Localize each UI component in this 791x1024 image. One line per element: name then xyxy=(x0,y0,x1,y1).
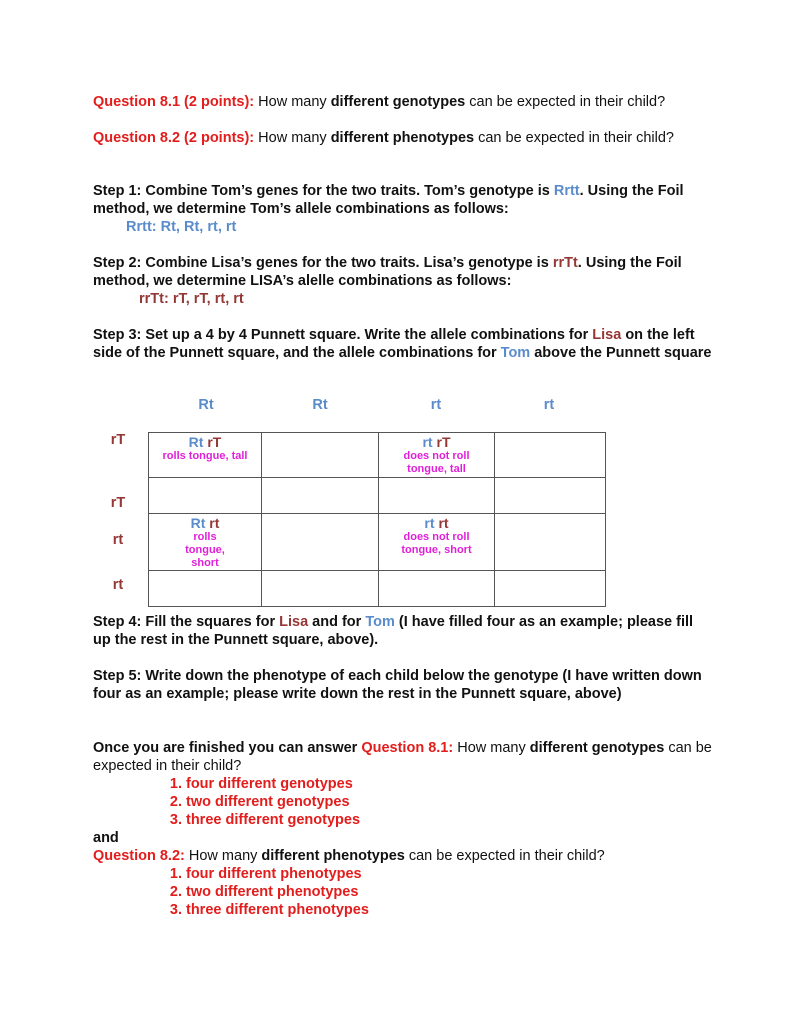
text: different genotypes xyxy=(330,94,466,110)
punnett-cell[interactable] xyxy=(262,433,379,478)
punnett-cell[interactable] xyxy=(495,514,606,571)
text: on the left side of the Punnett square, and the allele combinations for xyxy=(93,327,695,361)
text: Step 4: Fill the squares for xyxy=(93,614,280,630)
text: can be expected in their child? xyxy=(465,94,666,110)
step-1 xyxy=(93,182,713,236)
text: rt xyxy=(209,515,220,531)
text: can be expected in their child? xyxy=(474,130,674,146)
text: (I have filled four as an example; please fill up the rest in the Punnett square, above). xyxy=(93,614,694,648)
phenotype: does not roll tongue, tall xyxy=(403,450,470,475)
text: rt xyxy=(424,515,435,531)
row-header: rT xyxy=(110,432,126,448)
punnett-cell[interactable] xyxy=(262,571,379,607)
text: Tom xyxy=(500,345,531,361)
punnett-cell[interactable] xyxy=(495,433,606,478)
question-label: Question 8.1 (2 points): xyxy=(93,94,255,110)
punnett-cell[interactable] xyxy=(379,478,495,514)
col-header: rt xyxy=(430,397,442,413)
text: Question 8.1: xyxy=(361,740,454,756)
punnett-cell[interactable] xyxy=(379,514,495,571)
option[interactable]: 2. two different genotypes xyxy=(186,793,713,811)
text: rT xyxy=(207,434,222,450)
option[interactable]: 3. three different phenotypes xyxy=(186,901,713,919)
option[interactable]: 1. four different phenotypes xyxy=(186,865,713,883)
tom-combos: Rrtt: Rt, Rt, rt, rt xyxy=(126,219,237,235)
step-2 xyxy=(93,254,713,308)
lisa-combos: rrTt: rT, rT, rt, rt xyxy=(139,291,244,307)
step-5: Step 5: Write down the phenotype of each child below the genotype (I have written down four as an example; please write down the rest in the Punnett square, above) xyxy=(93,668,702,702)
row-header: rt xyxy=(112,532,124,548)
text: rt xyxy=(438,515,449,531)
phenotype: rolls tongue, tall xyxy=(162,450,248,462)
phenotype: rolls tongue, short xyxy=(185,531,225,569)
text: Step 3: Set up a 4 by 4 Punnett square. Write the allele combinations for xyxy=(93,327,593,343)
row-header: rT xyxy=(110,495,126,511)
option[interactable]: 2. two different phenotypes xyxy=(186,883,713,901)
question-label: Question 8.2 (2 points): xyxy=(93,130,255,146)
col-header: Rt xyxy=(198,397,214,413)
text: Rt xyxy=(188,434,204,450)
text: can be expected in their child? xyxy=(404,848,605,864)
text: different genotypes xyxy=(529,740,665,756)
text: and xyxy=(93,830,119,846)
punnett-cell[interactable] xyxy=(149,478,262,514)
text: How many xyxy=(184,848,262,864)
punnett-square xyxy=(148,432,606,607)
col-header: rt xyxy=(543,397,555,413)
text: rt xyxy=(422,434,433,450)
text: Step 1: Combine Tom’s genes for the two traits. Tom’s genotype is xyxy=(93,183,554,199)
text: different phenotypes xyxy=(261,848,405,864)
punnett-cell[interactable] xyxy=(379,433,495,478)
punnett-cell[interactable] xyxy=(495,571,606,607)
text: Lisa xyxy=(592,327,622,343)
punnett-cell[interactable] xyxy=(262,478,379,514)
phenotype-options xyxy=(93,865,713,919)
text: Rt xyxy=(190,515,206,531)
punnett-cell[interactable] xyxy=(149,514,262,571)
tom-genotype: Rrtt xyxy=(553,183,580,199)
punnett-cell[interactable] xyxy=(379,571,495,607)
phenotype: does not roll tongue, short xyxy=(401,531,472,556)
step-3 xyxy=(93,326,713,362)
text: . Using the Foil method, we determine LISA’s alelle combinations as follows: xyxy=(93,255,682,289)
text: rT xyxy=(436,434,451,450)
col-header: Rt xyxy=(312,397,328,413)
final-question xyxy=(93,847,713,865)
punnett-cell[interactable] xyxy=(149,433,262,478)
text: . Using the Foil method, we determine Tom’s allele combinations as follows: xyxy=(93,183,684,217)
once-finished xyxy=(93,739,713,919)
text: and for xyxy=(308,614,366,630)
question-8-2 xyxy=(93,129,713,147)
option[interactable]: 3. three different genotypes xyxy=(186,811,713,829)
text: How many xyxy=(254,94,331,110)
punnett-cell[interactable] xyxy=(495,478,606,514)
question-8-1 xyxy=(93,93,713,111)
text: different phenotypes xyxy=(330,130,475,146)
step-4 xyxy=(93,613,713,649)
text: Question 8.2: xyxy=(93,848,185,864)
option[interactable]: 1. four different genotypes xyxy=(186,775,713,793)
text: Once you are finished you can answer xyxy=(93,740,362,756)
text: Tom xyxy=(365,614,395,630)
text: above the Punnett square xyxy=(530,345,712,361)
genotype-options xyxy=(93,775,713,829)
text: How many xyxy=(254,130,331,146)
text: can be expected in their child? xyxy=(93,740,712,774)
punnett-cell[interactable] xyxy=(149,571,262,607)
text: Step 2: Combine Lisa’s genes for the two traits. Lisa’s genotype is xyxy=(93,255,553,271)
text: Lisa xyxy=(279,614,309,630)
row-header: rt xyxy=(112,577,124,593)
lisa-genotype: rrTt xyxy=(552,255,578,271)
punnett-cell[interactable] xyxy=(262,514,379,571)
text: How many xyxy=(453,740,530,756)
